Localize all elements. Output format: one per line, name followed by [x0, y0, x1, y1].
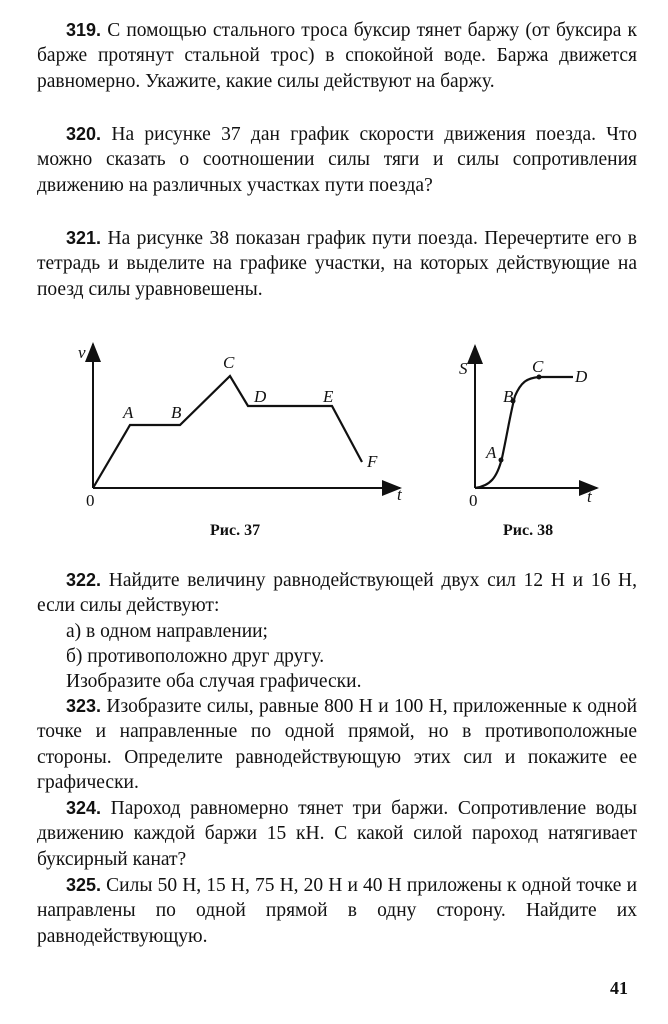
point-a-label: A — [123, 403, 134, 422]
y-axis-label: v — [78, 343, 86, 362]
point-c-label: C — [532, 357, 544, 376]
problem-number: 323. — [66, 696, 102, 716]
point-c-label: C — [223, 353, 235, 372]
problem-322-note: Изобразите оба случая графически. — [66, 671, 362, 692]
point-a-label: A — [486, 443, 497, 462]
problem-text: Силы 50 Н, 15 Н, 75 Н, 20 Н и 40 Н приложены к одной точке и направлены по одной прямой в одну сторону. Найдите их равнодействующую. — [37, 875, 637, 947]
problem-text: На рисунке 38 показан график пути поезда. Перечертите его в тетрадь и выделите на графике участки, на которых действующие на поезд силы уравновешены. — [37, 228, 638, 300]
problem-325 — [37, 873, 637, 949]
x-axis-label: t — [397, 485, 402, 504]
velocity-curve — [93, 376, 362, 488]
problem-324 — [37, 796, 637, 872]
problem-text: На рисунке 37 дан график скорости движения поезда. Что можно сказать о соотношении силы тяги и силы сопротивления движению на различных участках пути поезда? — [37, 124, 637, 196]
problem-text: Пароход равномерно тянет три баржи. Сопротивление воды движению каждой баржи 15 кН. С какой силой пароход натягивает буксирный канат? — [37, 798, 638, 870]
problem-text: С помощью стального троса буксир тянет баржу (от буксира к барже протянут стальной трос) в спокойной воде. Баржа движется равномерно. Укажите, какие силы действуют на баржу. — [37, 20, 637, 92]
point-d-label: D — [254, 387, 267, 406]
problem-text: Найдите величину равнодействующей двух сил 12 Н и 16 Н, если силы действуют: — [37, 570, 638, 617]
origin-label: 0 — [86, 491, 95, 510]
x-axis-label: t — [587, 487, 592, 506]
problem-number: 322. — [66, 570, 102, 590]
problem-323 — [37, 694, 637, 795]
problem-text: Изобразите силы, равные 800 Н и 100 Н, приложенные к одной точке и направленные по одной прямой, но в противоположные стороны. Определите равнодействующую этих сил и покажите ее графически. — [37, 696, 638, 793]
point-b-label: B — [503, 387, 514, 406]
problem-322 — [37, 568, 637, 619]
problem-319 — [37, 18, 637, 94]
problem-number: 321. — [66, 228, 102, 248]
point-a-marker — [499, 458, 504, 463]
problem-number: 325. — [66, 875, 102, 895]
y-axis-label: S — [459, 359, 468, 378]
point-e-label: E — [323, 387, 334, 406]
problem-320 — [37, 122, 637, 198]
point-b-label: B — [171, 403, 182, 422]
problem-321 — [37, 226, 637, 302]
problem-number: 324. — [66, 798, 102, 818]
figure-38-caption: Рис. 38 — [503, 522, 554, 539]
problem-number: 320. — [66, 124, 102, 144]
path-curve — [475, 377, 573, 488]
figure-37-velocity-graph — [70, 336, 420, 511]
figure-37-caption: Рис. 37 — [210, 522, 261, 539]
problem-322-item-a: а) в одном направлении; — [66, 621, 268, 642]
problem-322-item-b: б) противоположно друг другу. — [66, 646, 325, 667]
figure-38-path-graph — [455, 340, 610, 510]
point-f-label: F — [367, 452, 378, 471]
origin-label: 0 — [469, 491, 478, 510]
page-number: 41 — [610, 978, 628, 998]
point-d-label: D — [575, 367, 588, 386]
problem-number: 319. — [66, 20, 102, 40]
